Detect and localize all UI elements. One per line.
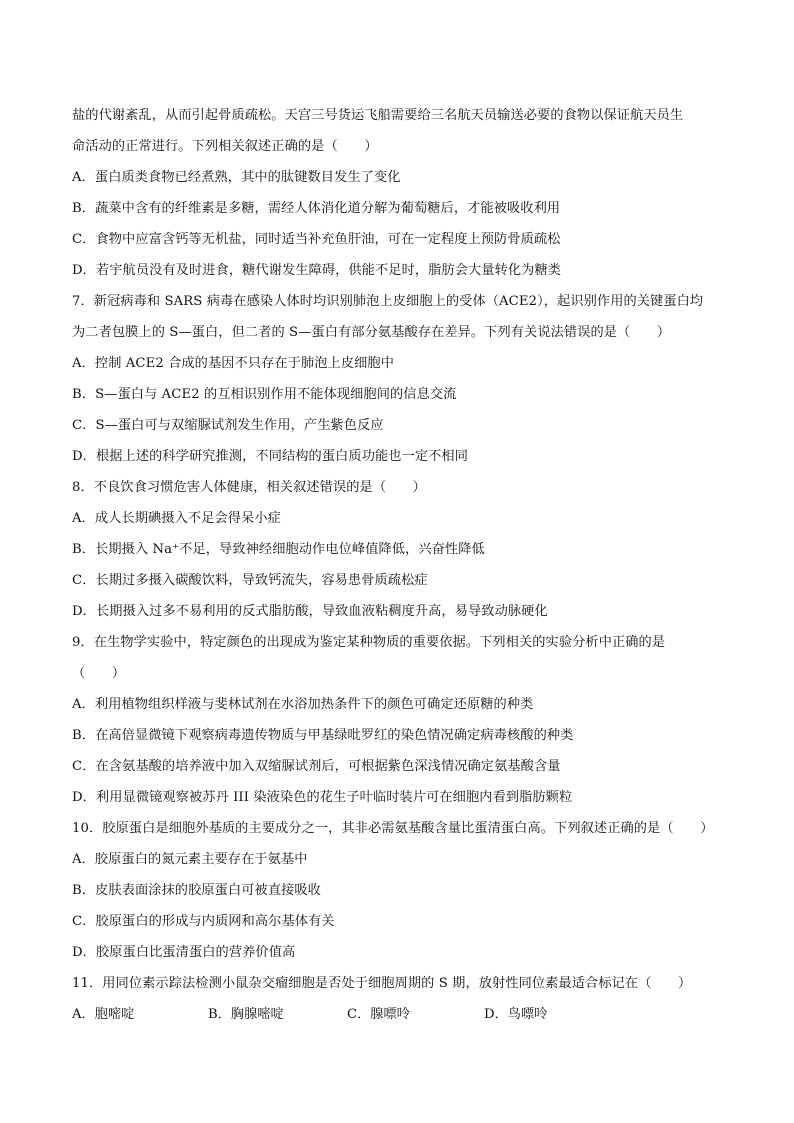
question-7-option-d: D．根据上述的科学研究推测，不同结构的蛋白质功能也一定不相同 [72,449,469,464]
question-7-stem-line-2: 为二者包膜上的 S—蛋白，但二者的 S—蛋白有部分氨基酸存在差异。下列有关说法错误的是（ ） [72,325,671,340]
question-6-option-d: D．若宇航员没有及时进食，糖代谢发生障碍，供能不足时，脂肪会大量转化为糖类 [72,263,562,278]
question-10-option-a: A．胶原蛋白的氮元素主要存在于氨基中 [72,852,308,867]
question-8-option-b: B．长期摄入 Na⁺不足，导致神经细胞动作电位峰值降低，兴奋性降低 [72,542,485,557]
question-6-option-c: C．食物中应富含钙等无机盐，同时适当补充鱼肝油，可在一定程度上预防骨质疏松 [72,232,561,247]
question-9-option-d: D．利用显微镜观察被苏丹 III 染液染色的花生子叶临时装片可在细胞内看到脂肪颗粒 [72,790,573,805]
text-line: 盐的代谢紊乱，从而引起骨质疏松。天宫三号货运飞船需要给三名航天员输送必要的食物以保证航天员生 [72,108,684,123]
question-9-option-b: B．在高倍显微镜下观察病毒遗传物质与甲基绿吡罗红的染色情况确定病毒核酸的种类 [72,728,574,743]
question-8-option-a: A．成人长期碘摄入不足会得呆小症 [72,511,281,526]
question-11-option-d: D．鸟嘌呤 [484,1007,548,1022]
question-9-option-c: C．在含氨基酸的培养液中加入双缩脲试剂后，可根据紫色深浅情况确定氨基酸含量 [72,759,561,774]
question-7-stem-line-1: 7．新冠病毒和 SARS 病毒在感染人体时均识别肺泡上皮细胞上的受体（ACE2），起识别作用的关键蛋白均 [72,294,704,309]
question-10-option-c: C．胶原蛋白的形成与内质网和高尔基体有关 [72,914,335,929]
question-text-block [72,100,722,1030]
question-11-stem: 11．用同位素示踪法检测小鼠杂交瘤细胞是否处于细胞周期的 S 期，放射性同位素最适合标记在（ ） [72,976,692,991]
question-10-option-b: B．皮肤表面涂抹的胶原蛋白可被直接吸收 [72,883,321,898]
question-6-stem-line: 命活动的正常进行。下列相关叙述正确的是（ ） [72,139,378,154]
question-11-options [72,999,722,1030]
question-7-option-b: B．S—蛋白与 ACE2 的互相识别作用不能体现细胞间的信息交流 [72,387,457,402]
question-7-option-c: C．S—蛋白可与双缩脲试剂发生作用，产生紫色反应 [72,418,384,433]
question-6-option-b: B．蔬菜中含有的纤维素是多糖，需经人体消化道分解为葡萄糖后，才能被吸收利用 [72,201,561,216]
question-9-stem-line-1: 9．在生物学实验中，特定颜色的出现成为鉴定某种物质的重要依据。下列相关的实验分析中正确的是 [72,635,666,650]
question-7-option-a: A．控制 ACE2 合成的基因不只存在于肺泡上皮细胞中 [72,356,394,371]
question-8-stem: 8．不良饮食习惯危害人体健康，相关叙述错误的是（ ） [72,480,426,495]
question-11-option-b: B．胸腺嘧啶 [208,1007,284,1022]
question-8-option-d: D．长期摄入过多不易利用的反式脂肪酸，导致血液粘稠度升高，易导致动脉硬化 [72,604,548,619]
question-6-option-a: A．蛋白质类食物已经煮熟，其中的肽键数目发生了变化 [72,170,401,185]
question-11-option-a: A．胞嘧啶 [72,1007,135,1022]
question-8-option-c: C．长期过多摄入碳酸饮料，导致钙流失，容易患骨质疏松症 [72,573,428,588]
question-10-option-d: D．胶原蛋白比蛋清蛋白的营养价值高 [72,945,296,960]
question-10-stem: 10．胶原蛋白是细胞外基质的主要成分之一，其非必需氨基酸含量比蛋清蛋白高。下列叙述正确的是（ ） [72,821,714,836]
question-11-option-c: C．腺嘌呤 [347,1007,410,1022]
question-9-option-a: A．利用植物组织样液与斐林试剂在水浴加热条件下的颜色可确定还原糖的种类 [72,697,534,712]
question-9-stem-line-2: （ ） [72,666,126,681]
